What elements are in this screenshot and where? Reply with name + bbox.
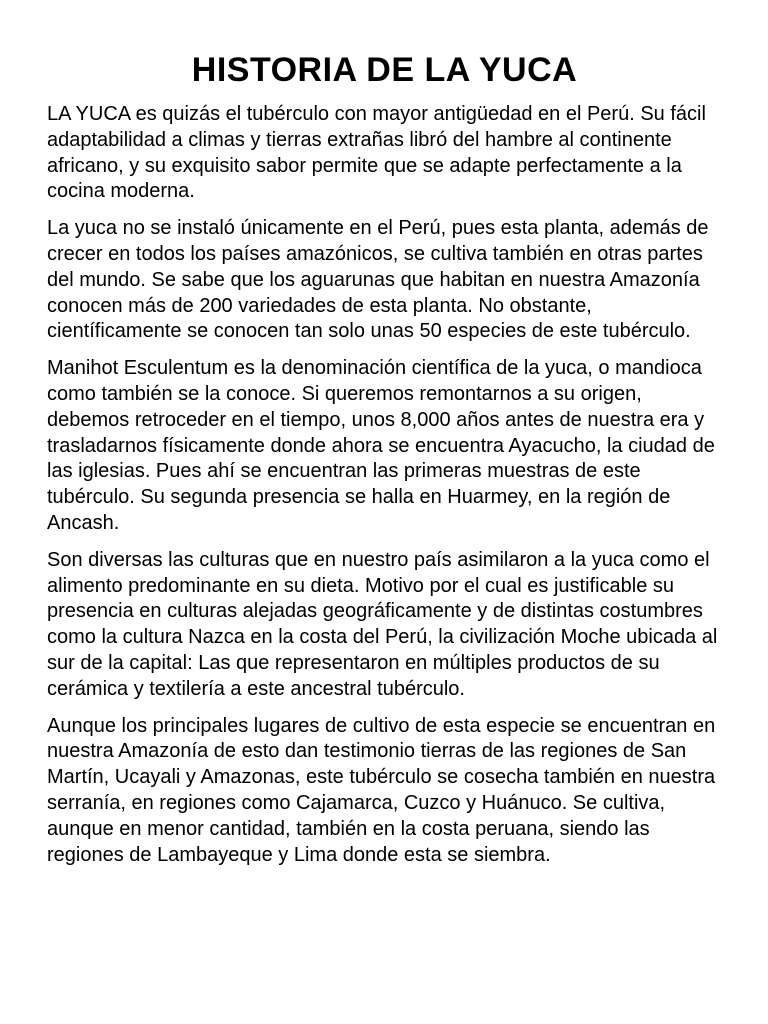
paragraph-2: La yuca no se instaló únicamente en el Perú, pues esta planta, además de crecer en todos los países amazónicos, se cultiva también en otras partes del mundo. Se sabe que los aguarunas que habitan en nuestra Amazonía conocen más de 200 variedades de esta planta. No obstante, científicamente se conocen tan solo unas 50 especies de este tubérculo. <box>47 217 709 343</box>
paragraph-1: LA YUCA es quizás el tubérculo con mayor antigüedad en el Perú. Su fácil adaptabilidad a climas y tierras extrañas libró del hambre al continente africano, y su exquisito sabor permite que se adapte perfectamente a la cocina moderna. <box>47 103 706 203</box>
paragraph-5: Aunque los principales lugares de cultivo de esta especie se encuentran en nuestra Amazonía de esto dan testimonio tierras de las regiones de San Martín, Ucayali y Amazonas, este tubérculo se cosecha también en nuestra serranía, en regiones como Cajamarca, Cuzco y Huánuco. Se cultiva, aunque en menor cantidad, también en la costa peruana, siendo las regiones de Lambayeque y Lima donde esta se siembra. <box>47 714 716 866</box>
paragraph-4: Son diversas las culturas que en nuestro país asimilaron a la yuca como el alimento predominante en su dieta. Motivo por el cual es justificable su presencia en culturas alejadas geográficamente y de distintas costumbres como la cultura Nazca en la costa del Perú, la civilización Moche ubicada al sur de la capital: Las que representaron en múltiples productos de su cerámica y textilería a este ancestral tubérculo. <box>47 548 718 700</box>
paragraph-3: Manihot Esculentum es la denominación científica de la yuca, o mandioca como también se la conoce. Si queremos remontarnos a su origen, debemos retroceder en el tiempo, unos 8,000 años antes de nuestra era y trasladarnos físicamente donde ahora se encuentra Ayacucho, la ciudad de las iglesias. Pues ahí se encuentran las primeras muestras de este tubérculo. Su segunda presencia se halla en Huarmey, en la región de Ancash. <box>47 357 715 534</box>
page-title: HISTORIA DE LA YUCA <box>191 51 578 89</box>
